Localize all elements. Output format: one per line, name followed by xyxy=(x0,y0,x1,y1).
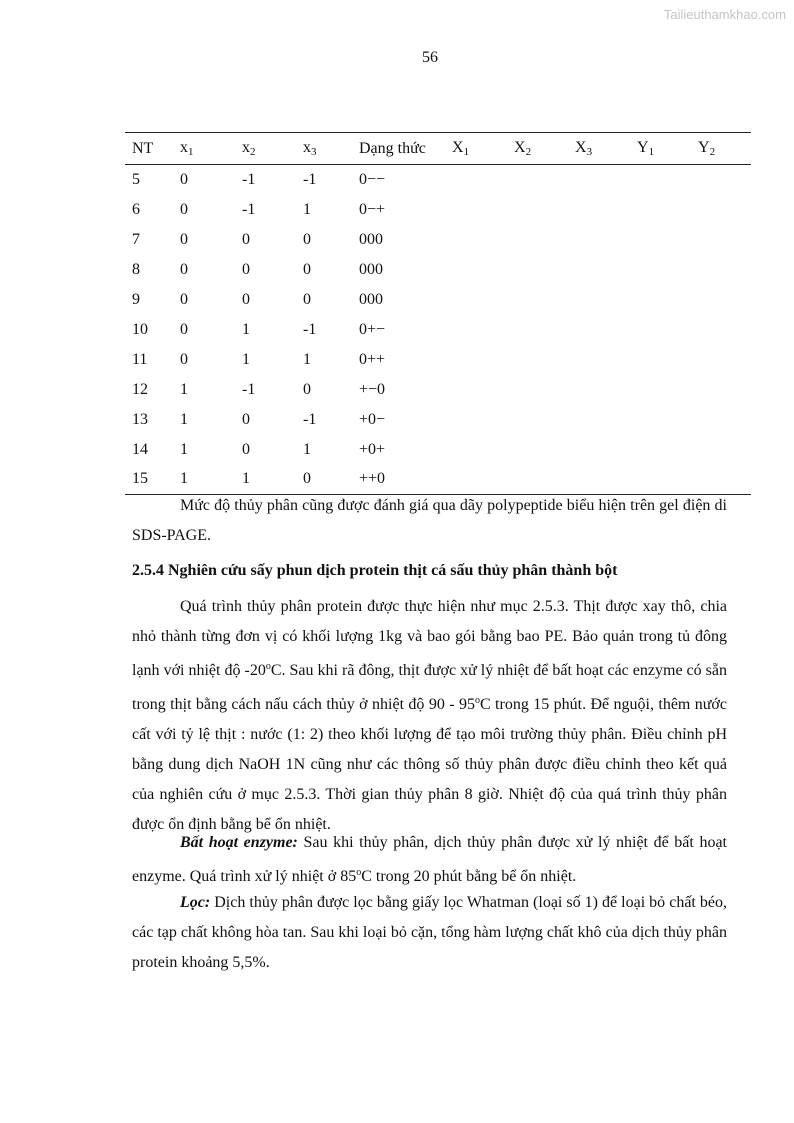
page-number: 56 xyxy=(422,49,438,66)
cell-nt: 9 xyxy=(132,290,140,308)
cell-x1: 1 xyxy=(180,380,188,398)
cell-Y2 xyxy=(691,405,751,435)
header-X3-letter: X xyxy=(575,139,587,156)
cell-x2: 0 xyxy=(242,440,250,458)
paragraph-text: C. Sau khi rã đông, thịt được xử lý nhiệt để bất hoạt các enzyme có sẵn trong thịt bằng cách nấu cách thủy ở nhiệt độ 90 - 95 xyxy=(132,662,727,713)
cell-form: +0− xyxy=(359,410,386,428)
section-heading-2-5-4: 2.5.4 Nghiên cứu sấy phun dịch protein thịt cá sấu thủy phân thành bột xyxy=(132,562,618,579)
header-x2 xyxy=(235,133,296,165)
cell-x3: 0 xyxy=(303,230,311,248)
cell-X2 xyxy=(507,225,568,255)
table-row xyxy=(125,195,751,225)
header-x3-subscript: 3 xyxy=(311,146,317,158)
header-X3 xyxy=(568,133,630,165)
table-row xyxy=(125,165,751,195)
header-X1 xyxy=(445,133,507,165)
cell-Y2 xyxy=(691,285,751,315)
filtration-label: Lọc: xyxy=(180,894,211,911)
cell-Y1 xyxy=(630,405,691,435)
cell-X1 xyxy=(445,375,507,405)
cell-Y2 xyxy=(691,345,751,375)
cell-x1: 0 xyxy=(180,290,188,308)
cell-X2 xyxy=(507,285,568,315)
table-header-row xyxy=(125,133,751,165)
cell-Y2 xyxy=(691,195,751,225)
cell-X2 xyxy=(507,405,568,435)
cell-form: 000 xyxy=(359,290,383,308)
cell-form: ++0 xyxy=(352,465,445,495)
cell-Y2 xyxy=(691,255,751,285)
cell-Y2 xyxy=(691,225,751,255)
cell-x3: 1 xyxy=(303,440,311,458)
cell-nt: 10 xyxy=(132,320,148,338)
cell-X3 xyxy=(568,435,630,465)
cell-Y2 xyxy=(691,315,751,345)
cell-X2 xyxy=(507,165,568,195)
header-X3-subscript: 3 xyxy=(586,146,593,158)
header-Y1-letter: Y xyxy=(637,139,649,156)
cell-Y1 xyxy=(630,255,691,285)
cell-Y2 xyxy=(691,375,751,405)
cell-nt: 7 xyxy=(132,230,140,248)
cell-x2: -1 xyxy=(242,380,256,398)
table-row xyxy=(125,345,751,375)
paragraph-text: Quá trình thủy phân protein được thực hiện như mục 2.5.3. Thịt được xay thô, chia nhỏ thành từng đơn vị có khối lượng 1kg và bao gói bằng bao PE. Bảo quản trong tủ đông lạnh với nhiệt độ -20 xyxy=(132,598,727,679)
cell-x1: 0 xyxy=(180,200,188,218)
cell-x3: 0 xyxy=(296,465,352,495)
cell-x1: 1 xyxy=(180,410,188,428)
header-Y2-letter: Y xyxy=(698,139,710,156)
cell-nt: 12 xyxy=(132,380,148,398)
cell-X3 xyxy=(568,195,630,225)
cell-form: 000 xyxy=(359,230,383,248)
cell-x3: 1 xyxy=(303,350,311,368)
paragraph-text: C trong 20 phút bằng bể ổn nhiệt. xyxy=(361,868,577,885)
cell-Y1 xyxy=(630,375,691,405)
table-row xyxy=(125,465,751,495)
cell-X2 xyxy=(507,375,568,405)
cell-x2: 1 xyxy=(242,350,250,368)
header-X1-letter: X xyxy=(452,139,464,156)
cell-X3 xyxy=(568,315,630,345)
cell-x2: 0 xyxy=(242,290,250,308)
cell-Y1 xyxy=(630,315,691,345)
header-x3 xyxy=(296,133,352,165)
header-x3-letter: x xyxy=(303,139,311,156)
header-x1-subscript: 1 xyxy=(188,146,194,158)
cell-x3: 0 xyxy=(303,380,311,398)
watermark-text: Tailieuthamkhao.com xyxy=(663,7,786,22)
cell-Y2 xyxy=(691,435,751,465)
cell-x3: -1 xyxy=(303,410,317,428)
cell-x1: 1 xyxy=(180,440,188,458)
cell-X3 xyxy=(568,405,630,435)
cell-Y2 xyxy=(691,465,751,495)
cell-X1 xyxy=(445,195,507,225)
header-X2-letter: X xyxy=(514,139,526,156)
cell-form: +−0 xyxy=(359,380,386,398)
cell-form: 0−− xyxy=(359,170,386,188)
cell-Y2 xyxy=(691,165,751,195)
cell-nt: 14 xyxy=(132,440,148,458)
cell-X3 xyxy=(568,255,630,285)
cell-form: 0+− xyxy=(359,320,386,338)
cell-X2 xyxy=(507,255,568,285)
cell-X3 xyxy=(568,375,630,405)
header-x1 xyxy=(173,133,235,165)
cell-x2: 0 xyxy=(242,410,250,428)
header-Y1-subscript: 1 xyxy=(648,146,655,158)
cell-X1 xyxy=(445,165,507,195)
header-X1-subscript: 1 xyxy=(463,146,470,158)
cell-X2 xyxy=(507,465,568,495)
cell-Y1 xyxy=(630,225,691,255)
cell-x1: 0 xyxy=(180,260,188,278)
cell-x3: -1 xyxy=(303,170,317,188)
cell-Y1 xyxy=(630,435,691,465)
degree-superscript: o xyxy=(356,867,362,878)
cell-form: +0+ xyxy=(359,440,386,458)
cell-nt: 11 xyxy=(132,350,148,368)
cell-nt: 8 xyxy=(132,260,140,278)
cell-x2: 1 xyxy=(235,465,296,495)
cell-X2 xyxy=(507,195,568,225)
table-row xyxy=(125,285,751,315)
cell-nt: 15 xyxy=(125,465,173,495)
table-row xyxy=(125,435,751,465)
header-X2 xyxy=(507,133,568,165)
cell-x3: 0 xyxy=(303,260,311,278)
cell-x2: 1 xyxy=(242,320,250,338)
paragraph-text: Dịch thủy phân được lọc bằng giấy lọc Whatman (loại số 1) để loại bỏ chất béo, các tạp chất không hòa tan. Sau khi loại bỏ cặn, tổng hàm lượng chất khô của dịch thủy phân protein khoảng 5,5%. xyxy=(132,894,727,971)
table-row xyxy=(125,375,751,405)
header-x1-letter: x xyxy=(180,139,188,156)
cell-X3 xyxy=(568,345,630,375)
cell-x3: 0 xyxy=(303,290,311,308)
cell-nt: 5 xyxy=(132,170,140,188)
header-x2-subscript: 2 xyxy=(250,146,256,158)
cell-X3 xyxy=(568,285,630,315)
cell-X2 xyxy=(507,435,568,465)
cell-X1 xyxy=(445,345,507,375)
cell-Y1 xyxy=(630,195,691,225)
table-row xyxy=(125,255,751,285)
cell-Y1 xyxy=(630,285,691,315)
cell-form: 0++ xyxy=(359,350,386,368)
paragraph-hydrolysis-process xyxy=(132,592,727,840)
cell-x2: -1 xyxy=(242,170,256,188)
cell-X2 xyxy=(507,345,568,375)
paragraph-hydrolysis-degree: Mức độ thủy phân cũng được đánh giá qua dãy polypeptide biểu hiện trên gel điện di SDS-PAGE. xyxy=(132,497,727,544)
paragraph-text: C trong 15 phút. Để nguội, thêm nước cất với tỷ lệ thịt : nước (1: 2) theo khối lượng để tạo môi trường thủy phân. Điều chỉnh pH bằng dung dịch NaOH 1N cũng như các thông số thủy phân được điều chỉnh theo kết quả của nghiên cứu ở mục 2.5.3. Thời gian thủy phân 8 giờ. Nhiệt độ của quá trình thủy phân được ổn định bằng bể ổn nhiệt. xyxy=(132,696,727,833)
cell-nt: 6 xyxy=(132,200,140,218)
cell-X3 xyxy=(568,165,630,195)
cell-X3 xyxy=(568,225,630,255)
experiment-design-table xyxy=(125,132,751,495)
cell-x1: 0 xyxy=(180,230,188,248)
cell-x1: 0 xyxy=(180,320,188,338)
cell-x2: 0 xyxy=(242,260,250,278)
cell-x3: -1 xyxy=(303,320,317,338)
cell-X3 xyxy=(568,465,630,495)
enzyme-inactivation-label: Bất hoạt enzyme: xyxy=(180,834,298,851)
degree-superscript: o xyxy=(474,695,480,706)
header-x2-letter: x xyxy=(242,139,250,156)
table-row xyxy=(125,225,751,255)
cell-x2: 0 xyxy=(242,230,250,248)
degree-superscript: o xyxy=(265,661,271,672)
cell-x3: 1 xyxy=(303,200,311,218)
header-nt: NT xyxy=(125,133,173,165)
cell-X1 xyxy=(445,255,507,285)
cell-X2 xyxy=(507,315,568,345)
cell-form: 0−+ xyxy=(359,200,386,218)
cell-x1: 0 xyxy=(180,170,188,188)
cell-X1 xyxy=(445,465,507,495)
cell-x1: 0 xyxy=(180,350,188,368)
cell-Y1 xyxy=(630,345,691,375)
cell-x2: -1 xyxy=(242,200,256,218)
header-Y2-subscript: 2 xyxy=(709,146,716,158)
cell-x1: 1 xyxy=(173,465,235,495)
cell-Y1 xyxy=(630,465,691,495)
cell-X1 xyxy=(445,405,507,435)
table-row xyxy=(125,405,751,435)
cell-X1 xyxy=(445,315,507,345)
cell-X1 xyxy=(445,225,507,255)
cell-Y1 xyxy=(630,165,691,195)
header-Y1 xyxy=(630,133,691,165)
cell-form: 000 xyxy=(359,260,383,278)
header-dang-thuc: Dạng thức xyxy=(352,133,445,165)
paragraph-enzyme-inactivation xyxy=(132,828,727,892)
table-row xyxy=(125,315,751,345)
cell-X1 xyxy=(445,285,507,315)
header-X2-subscript: 2 xyxy=(525,146,532,158)
cell-nt: 13 xyxy=(132,410,148,428)
paragraph-filtration xyxy=(132,888,727,978)
header-Y2 xyxy=(691,133,751,165)
paragraph-text: Sau khi thủy phân, dịch thủy phân được xử lý nhiệt để bất hoạt enzyme. Quá trình xử lý nhiệt ở 85 xyxy=(132,834,728,885)
cell-X1 xyxy=(445,435,507,465)
